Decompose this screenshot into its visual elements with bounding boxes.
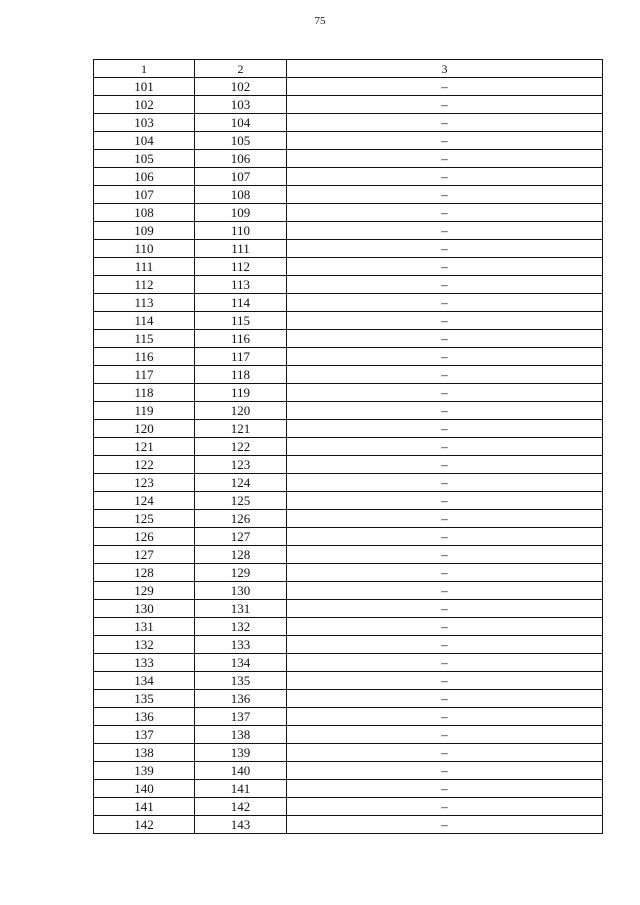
table-row: [94, 222, 603, 240]
table-cell-col-3: –: [287, 78, 603, 96]
table-cell-col-2: 120: [195, 402, 287, 420]
table-cell-col-2: 109: [195, 204, 287, 222]
table-row: [94, 780, 603, 798]
table-cell-col-3: –: [287, 492, 603, 510]
table-row: [94, 384, 603, 402]
table-cell-col-2: 136: [195, 690, 287, 708]
table-row: [94, 618, 603, 636]
table-row: [94, 240, 603, 258]
table-cell-col-3: –: [287, 258, 603, 276]
table-row: [94, 96, 603, 114]
table-row: [94, 708, 603, 726]
table-row: [94, 636, 603, 654]
table-cell-col-3: –: [287, 510, 603, 528]
table-cell-col-1: 109: [94, 222, 195, 240]
table-cell-col-2: 115: [195, 312, 287, 330]
table-row: [94, 816, 603, 834]
table-cell-col-2: 142: [195, 798, 287, 816]
table-cell-col-1: 120: [94, 420, 195, 438]
table-cell-col-3: –: [287, 240, 603, 258]
column-header-3: 3: [287, 60, 603, 78]
table-cell-col-3: –: [287, 618, 603, 636]
table-body: [94, 78, 603, 834]
table-cell-col-2: 141: [195, 780, 287, 798]
table-cell-col-2: 123: [195, 456, 287, 474]
table-cell-col-2: 137: [195, 708, 287, 726]
table-cell-col-2: 133: [195, 636, 287, 654]
table-cell-col-1: 121: [94, 438, 195, 456]
column-header-1: 1: [94, 60, 195, 78]
table-cell-col-1: 138: [94, 744, 195, 762]
table-cell-col-3: –: [287, 546, 603, 564]
table-row: [94, 186, 603, 204]
table-cell-col-3: –: [287, 564, 603, 582]
table-cell-col-1: 130: [94, 600, 195, 618]
table-row: [94, 132, 603, 150]
table-cell-col-3: –: [287, 816, 603, 834]
table-cell-col-2: 134: [195, 654, 287, 672]
table-cell-col-1: 135: [94, 690, 195, 708]
table-cell-col-3: –: [287, 456, 603, 474]
table-cell-col-1: 134: [94, 672, 195, 690]
table-cell-col-3: –: [287, 690, 603, 708]
table-cell-col-3: –: [287, 798, 603, 816]
table-cell-col-1: 115: [94, 330, 195, 348]
table-cell-col-1: 116: [94, 348, 195, 366]
table-row: [94, 456, 603, 474]
table-cell-col-1: 142: [94, 816, 195, 834]
table-cell-col-1: 124: [94, 492, 195, 510]
table-cell-col-1: 141: [94, 798, 195, 816]
table-row: [94, 546, 603, 564]
table-cell-col-1: 137: [94, 726, 195, 744]
table-cell-col-1: 107: [94, 186, 195, 204]
table-cell-col-3: –: [287, 168, 603, 186]
table-cell-col-2: 102: [195, 78, 287, 96]
table-row: [94, 276, 603, 294]
table-cell-col-2: 139: [195, 744, 287, 762]
table-cell-col-3: –: [287, 762, 603, 780]
table-cell-col-2: 112: [195, 258, 287, 276]
table-cell-col-1: 114: [94, 312, 195, 330]
table-cell-col-2: 129: [195, 564, 287, 582]
table-cell-col-1: 140: [94, 780, 195, 798]
table-cell-col-2: 132: [195, 618, 287, 636]
table-cell-col-1: 102: [94, 96, 195, 114]
table-cell-col-1: 131: [94, 618, 195, 636]
table-cell-col-1: 119: [94, 402, 195, 420]
table-cell-col-3: –: [287, 366, 603, 384]
table-cell-col-2: 124: [195, 474, 287, 492]
data-table: [93, 59, 603, 834]
table-cell-col-1: 110: [94, 240, 195, 258]
table-cell-col-1: 129: [94, 582, 195, 600]
table-cell-col-2: 113: [195, 276, 287, 294]
page-number: 75: [314, 15, 326, 27]
table-cell-col-2: 143: [195, 816, 287, 834]
table-row: [94, 654, 603, 672]
table-cell-col-3: –: [287, 132, 603, 150]
table-cell-col-3: –: [287, 150, 603, 168]
table-row: [94, 690, 603, 708]
table-cell-col-2: 131: [195, 600, 287, 618]
table-row: [94, 582, 603, 600]
table-row: [94, 114, 603, 132]
table-cell-col-1: 118: [94, 384, 195, 402]
table-cell-col-2: 110: [195, 222, 287, 240]
table-cell-col-1: 125: [94, 510, 195, 528]
table-cell-col-3: –: [287, 420, 603, 438]
table-cell-col-3: –: [287, 744, 603, 762]
table-cell-col-2: 106: [195, 150, 287, 168]
table-cell-col-3: –: [287, 582, 603, 600]
table-cell-col-1: 126: [94, 528, 195, 546]
table-cell-col-1: 113: [94, 294, 195, 312]
table-cell-col-1: 136: [94, 708, 195, 726]
table-cell-col-1: 112: [94, 276, 195, 294]
table-row: [94, 366, 603, 384]
table-cell-col-2: 126: [195, 510, 287, 528]
table-cell-col-3: –: [287, 636, 603, 654]
table-row: [94, 474, 603, 492]
table-cell-col-2: 122: [195, 438, 287, 456]
table-row: [94, 672, 603, 690]
table-cell-col-3: –: [287, 600, 603, 618]
table-cell-col-1: 128: [94, 564, 195, 582]
table-row: [94, 744, 603, 762]
table-cell-col-2: 104: [195, 114, 287, 132]
table-cell-col-3: –: [287, 114, 603, 132]
table-row: [94, 294, 603, 312]
table-cell-col-2: 128: [195, 546, 287, 564]
table-row: [94, 402, 603, 420]
table-cell-col-1: 101: [94, 78, 195, 96]
table-header-row: [94, 60, 603, 78]
table-cell-col-2: 117: [195, 348, 287, 366]
table-cell-col-1: 108: [94, 204, 195, 222]
table-cell-col-3: –: [287, 294, 603, 312]
table-row: [94, 168, 603, 186]
table-cell-col-1: 111: [94, 258, 195, 276]
table-row: [94, 798, 603, 816]
table-row: [94, 78, 603, 96]
table-cell-col-3: –: [287, 384, 603, 402]
table-cell-col-1: 123: [94, 474, 195, 492]
table-cell-col-1: 105: [94, 150, 195, 168]
table-cell-col-1: 127: [94, 546, 195, 564]
table-row: [94, 762, 603, 780]
table-row: [94, 528, 603, 546]
table-cell-col-3: –: [287, 96, 603, 114]
table-row: [94, 438, 603, 456]
table-row: [94, 600, 603, 618]
table-cell-col-2: 116: [195, 330, 287, 348]
table-cell-col-2: 103: [195, 96, 287, 114]
table-cell-col-2: 127: [195, 528, 287, 546]
table-row: [94, 204, 603, 222]
table-cell-col-3: –: [287, 330, 603, 348]
table-cell-col-3: –: [287, 654, 603, 672]
table-cell-col-3: –: [287, 276, 603, 294]
table-cell-col-2: 108: [195, 186, 287, 204]
table-cell-col-1: 117: [94, 366, 195, 384]
table-row: [94, 564, 603, 582]
table-row: [94, 726, 603, 744]
table-cell-col-3: –: [287, 780, 603, 798]
table-cell-col-1: 133: [94, 654, 195, 672]
table-row: [94, 150, 603, 168]
table-cell-col-1: 122: [94, 456, 195, 474]
table-cell-col-3: –: [287, 348, 603, 366]
table-cell-col-2: 138: [195, 726, 287, 744]
table-cell-col-2: 111: [195, 240, 287, 258]
table-cell-col-3: –: [287, 438, 603, 456]
table-row: [94, 492, 603, 510]
table-cell-col-1: 132: [94, 636, 195, 654]
table-row: [94, 510, 603, 528]
table-cell-col-2: 119: [195, 384, 287, 402]
column-header-2: 2: [195, 60, 287, 78]
table-row: [94, 330, 603, 348]
table-cell-col-2: 105: [195, 132, 287, 150]
table-cell-col-1: 103: [94, 114, 195, 132]
table-cell-col-1: 139: [94, 762, 195, 780]
table-cell-col-2: 107: [195, 168, 287, 186]
table-cell-col-2: 118: [195, 366, 287, 384]
table-row: [94, 312, 603, 330]
table-cell-col-3: –: [287, 312, 603, 330]
table-cell-col-3: –: [287, 726, 603, 744]
table-cell-col-3: –: [287, 708, 603, 726]
table-cell-col-3: –: [287, 222, 603, 240]
table-cell-col-3: –: [287, 474, 603, 492]
table-cell-col-2: 140: [195, 762, 287, 780]
table-cell-col-3: –: [287, 186, 603, 204]
table-cell-col-1: 106: [94, 168, 195, 186]
table-cell-col-2: 135: [195, 672, 287, 690]
table-cell-col-3: –: [287, 402, 603, 420]
table-row: [94, 348, 603, 366]
table-cell-col-2: 121: [195, 420, 287, 438]
table-cell-col-2: 130: [195, 582, 287, 600]
table-cell-col-3: –: [287, 672, 603, 690]
table-cell-col-1: 104: [94, 132, 195, 150]
table-cell-col-2: 125: [195, 492, 287, 510]
table-row: [94, 420, 603, 438]
table-cell-col-3: –: [287, 204, 603, 222]
table-cell-col-3: –: [287, 528, 603, 546]
table-row: [94, 258, 603, 276]
table-cell-col-2: 114: [195, 294, 287, 312]
